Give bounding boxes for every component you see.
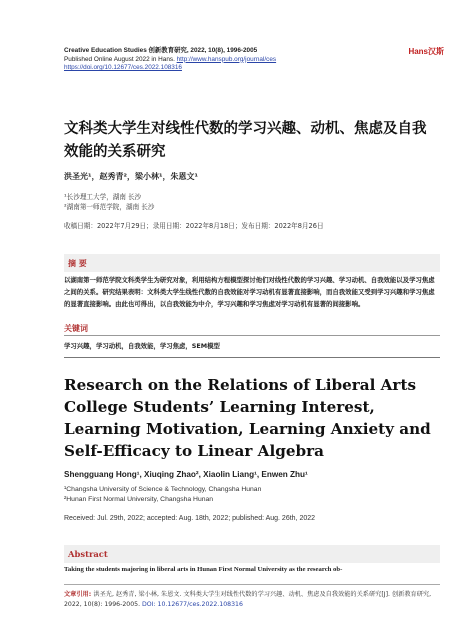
journal-header [64,47,444,73]
footer-divider [64,584,440,585]
citation-text: 洪圣光, 赵秀青, 梁小林, 朱恩文. 文科类大学生对线性代数的学习兴趣、动机、焦虑及自我效能的关系研究[J]. 创新教育研究, 2022, 10(8): 1996-2005. [64,591,432,608]
doi-link[interactable]: https://doi.org/10.12677/ces.2022.108316 [64,64,182,72]
affiliation-cn-2: ²湖南第一师范学院，湖南 长沙 [64,203,155,211]
logo-text: Hans [408,47,428,56]
affiliation-cn-1: ¹长沙理工大学，湖南 长沙 [64,193,142,201]
authors-english: Shengguang Hong¹, Xiuqing Zhao², Xiaolin Liang¹, Enwen Zhu¹ [64,470,308,479]
citation-label: 文章引用: [64,591,94,598]
title-english: Research on the Relations of Liberal Arts College Students’ Learning Interest, Learning Motivation, Learning Anxiety and Self-Efficacy to Linear Algebra [64,376,431,460]
keywords-cn-text: 学习兴趣，学习动机，自我效能，学习焦虑，SEM模型 [64,342,220,350]
journal-link[interactable]: http://www.hanspub.org/journal/ces [176,55,277,63]
keywords-cn-label: 关键词 [64,324,88,333]
published-line [64,56,444,65]
title-chinese: 文科类大学生对线性代数的学习兴趣、动机、焦虑及自我效能的关系研究 [64,121,427,160]
publisher-logo [408,46,444,57]
dates-chinese: 收稿日期：2022年7月29日；录用日期：2022年8月18日；发布日期：2022年8月26日 [64,222,324,230]
abstract-cn-label: 摘 要 [68,259,87,268]
affiliation-en-2: ²Hunan First Normal University, Changsha Hunan [64,496,214,503]
section-divider [64,357,440,358]
citation-block [64,590,444,610]
authors-chinese: 洪圣光¹，赵秀青²，梁小林¹，朱恩文¹ [64,172,199,181]
affiliation-en-1: ¹Changsha University of Science & Technology, Changsha Hunan [64,486,262,493]
journal-line: Creative Education Studies 创新教育研究, 2022, 10(8), 1996-2005 [64,47,258,54]
abstract-cn-text: 以湖南第一师范学院文科类学生为研究对象，利用结构方程模型探讨他们对线性代数的学习兴趣、学习动机、自我效能以及学习焦虑之间的关系。研究结果表明：文科类大学生线性代数的自我效能对学习动机有显著直接影响，而自我效能又受到学习兴趣和学习焦虑的显著直接影响。由此也可得出，以自我效能为中介，学习兴趣和学习焦虑对学习动机有显著的间接影响。 [64,276,435,308]
dates-english: Received: Jul. 29th, 2022; accepted: Aug. 18th, 2022; published: Aug. 26th, 2022 [64,515,316,522]
published-prefix: Published Online August 2022 in Hans. [64,55,177,63]
abstract-en-label: Abstract [68,549,108,559]
abstract-en-bar [64,545,440,563]
keywords-divider [64,335,440,336]
abstract-cn-bar [64,254,440,272]
citation-doi[interactable]: DOI: 10.12677/ces.2022.108316 [142,601,243,608]
logo-sub-text: 汉斯 [428,47,444,56]
abstract-en-text: Taking the students majoring in liberal arts in Hunan First Normal University as the research ob- [64,566,343,573]
